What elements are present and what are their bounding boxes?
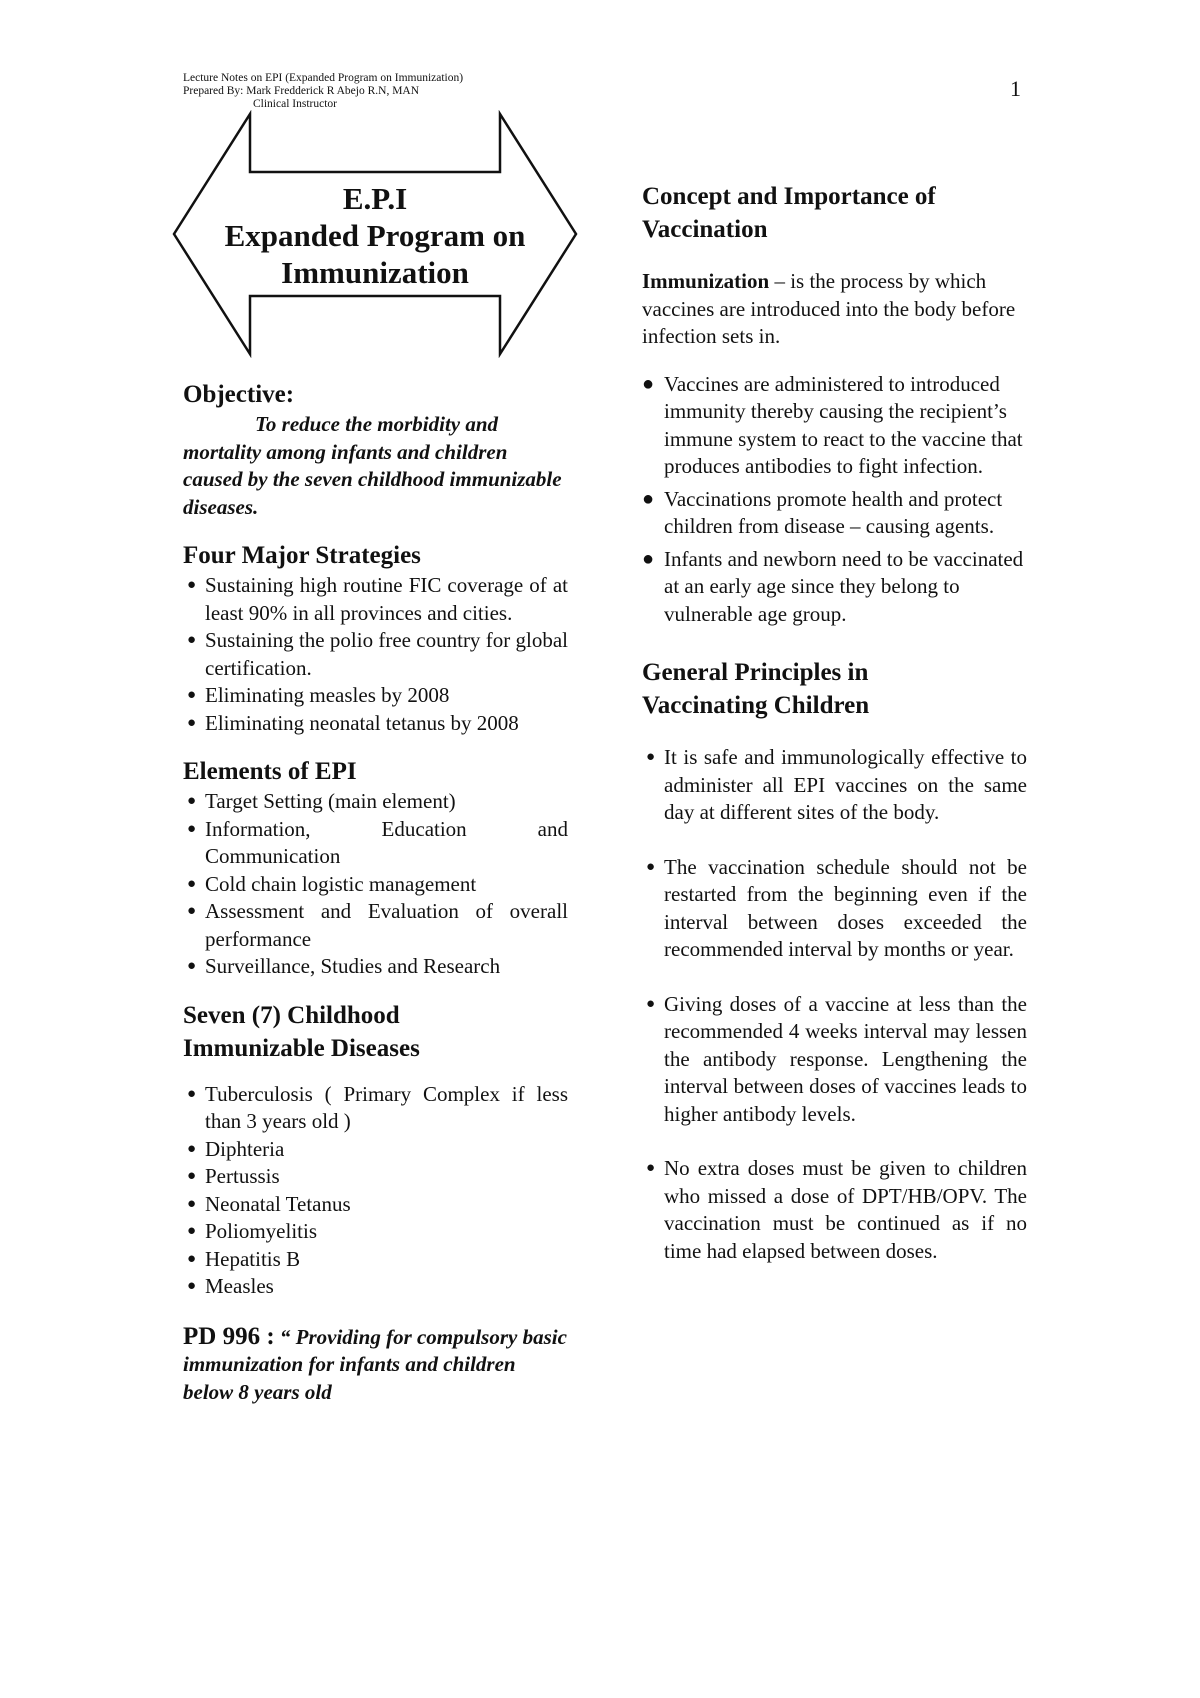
right-column [642, 180, 1027, 1265]
diseases-heading [183, 999, 568, 1065]
list-item: ● Eliminating neonatal tetanus by 2008 [187, 710, 519, 735]
principles-list [642, 744, 1027, 1265]
list-item: ● Target Setting (main element) [187, 789, 456, 813]
list-item: ● Poliomyelitis [187, 1219, 318, 1243]
pd996-quote: “ Providing for compulsory basic immunization for infants and children below 8 years old [183, 1324, 567, 1404]
list-item: ● Neonatal Tetanus [187, 1191, 351, 1216]
left-column [183, 378, 568, 1406]
list-item: ● Tuberculosis ( Primary Complex if less than 3 years old ) [187, 1081, 568, 1133]
pd996-block [183, 1323, 568, 1407]
list-item: ● Assessment and Evaluation of overall performance [187, 899, 568, 951]
strategies-heading: Four Major Strategies [183, 542, 421, 569]
objective-heading: Objective: [183, 381, 295, 408]
list-item: ● Infants and newborn need to be vaccinated at an early age since they belong to vulnerable age group. [642, 546, 1024, 626]
concept-heading-line-1: Concept and Importance of [642, 183, 936, 210]
list-item: ● Vaccines are administered to introduced immunity thereby causing the recipient’s immune system to react to the vaccine that produces antibodies to fight infection. [642, 371, 1023, 478]
principles-heading [642, 656, 1027, 722]
elements-heading: Elements of EPI [183, 758, 357, 785]
epi-banner [170, 110, 580, 358]
definition-term: Immunization [642, 269, 770, 293]
list-item: ● Measles [187, 1274, 274, 1298]
list-item: ● Sustaining high routine FIC coverage of at least 90% in all provinces and cities. [187, 573, 568, 625]
banner-title [170, 180, 580, 291]
pd996-label: PD 996 : [183, 1322, 275, 1350]
list-item: ● The vaccination schedule should not be restarted from the beginning even if the interval between doses exceeded the recommended interval by months or year. [646, 854, 1027, 961]
objective-body: To reduce the morbidity and mortality among infants and children caused by the seven childhood immunizable diseases. [183, 412, 562, 519]
page-number: 1 [1010, 76, 1021, 101]
list-item: ● No extra doses must be given to children who missed a dose of DPT/HB/OPV. The vaccination must be continued as if no time had elapsed between doses. [646, 1156, 1027, 1263]
document-header [183, 72, 463, 111]
list-item: ● It is safe and immunologically effective to administer all EPI vaccines on the same day at different sites of the body. [646, 745, 1027, 824]
header-author: Prepared By: Mark Fredderick R Abejo R.N, MAN [183, 85, 420, 97]
list-item: ● Information, Education and Communication [187, 816, 568, 868]
header-title: Lecture Notes on EPI (Expanded Program on Immunization) [183, 72, 464, 84]
concept-heading-line-2: Vaccination [642, 216, 768, 243]
diseases-heading-line-1: Seven (7) Childhood [183, 1001, 400, 1029]
list-item: ● Cold chain logistic management [187, 871, 477, 896]
objective-text [183, 411, 568, 521]
diseases-heading-line-2: Immunizable Diseases [183, 1034, 420, 1062]
principles-heading-line-2: Vaccinating Children [642, 692, 870, 719]
diseases-list [183, 1081, 568, 1301]
principles-heading-line-1: General Principles in [642, 659, 869, 686]
strategies-list [183, 572, 568, 737]
banner-line-1: E.P.I [342, 181, 408, 216]
list-item: ● Hepatitis B [187, 1246, 301, 1271]
list-item: ● Surveillance, Studies and Research [187, 954, 501, 978]
definition-text: – is the process by which vaccines are introduced into the body before infection sets in. [642, 269, 1016, 348]
list-item: ● Sustaining the polio free country for global certification. [187, 628, 568, 680]
banner-line-3: Immunization [281, 255, 469, 290]
banner-line-2: Expanded Program on [224, 218, 526, 253]
immunization-definition [642, 268, 1027, 351]
list-item: ● Vaccinations promote health and protect children from disease – causing agents. [642, 486, 1003, 538]
list-item: ● Giving doses of a vaccine at less than the recommended 4 weeks interval may lessen the antibody response. Lengthening the interval between doses of vaccines leads to higher antibody levels. [646, 991, 1027, 1126]
concept-list [642, 371, 1027, 629]
list-item: ● Pertussis [187, 1164, 280, 1188]
concept-heading [642, 180, 1027, 246]
list-item: ● Eliminating measles by 2008 [187, 683, 450, 707]
list-item: ● Diphteria [187, 1136, 285, 1161]
header-role: Clinical Instructor [253, 98, 337, 110]
elements-list [183, 788, 568, 981]
